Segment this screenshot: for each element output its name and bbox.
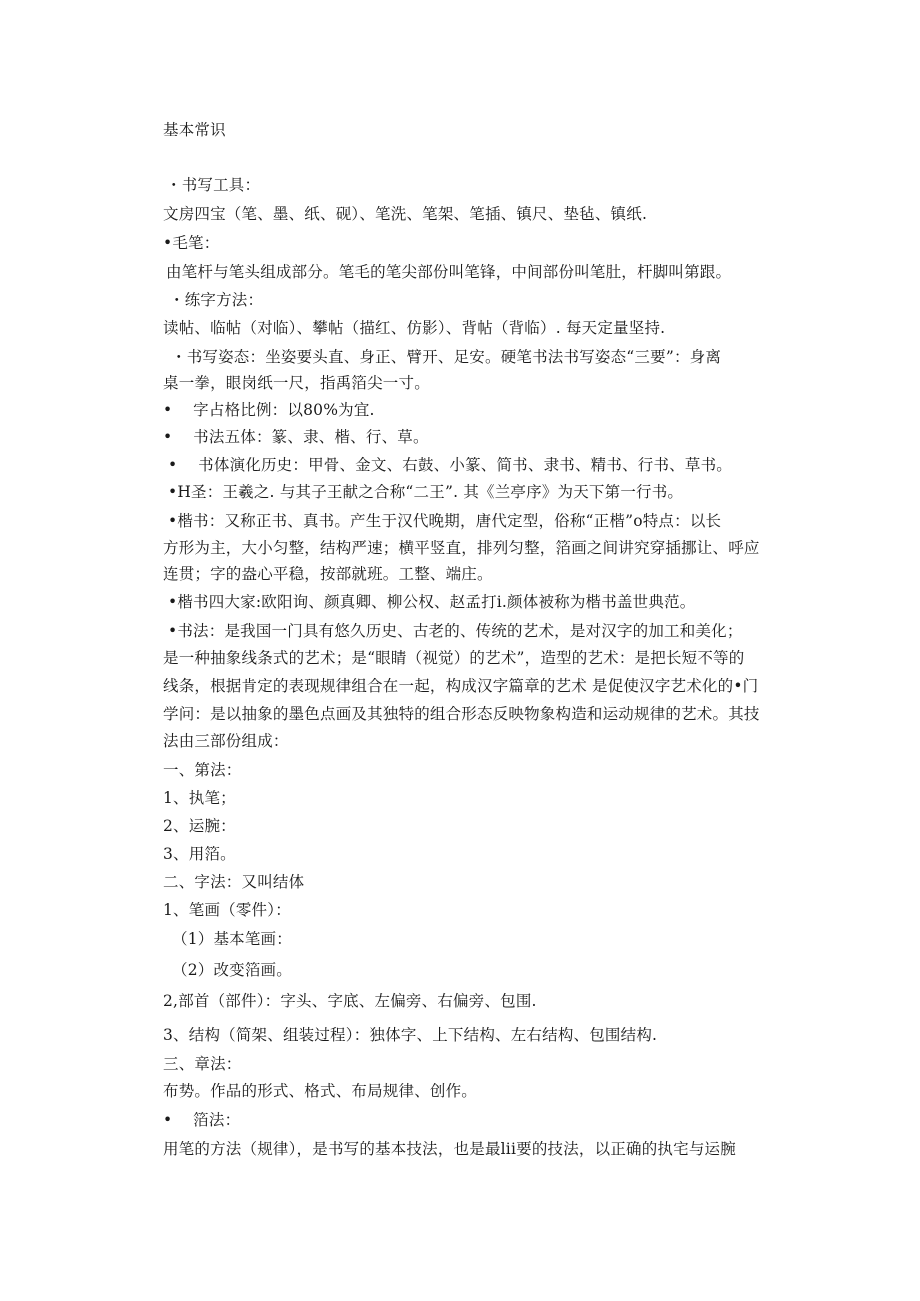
text-line: 法由三部份组成：: [163, 732, 289, 750]
text-line: 方形为主，大小匀整，结构严速；横平竖直，排列匀整，箔画之间讲究穿插挪让、呼应: [163, 539, 760, 557]
text-line: 用笔的方法（规律），是书写的基本技法，也是最lii要的技法，以正确的执宅与运腕: [163, 1140, 736, 1158]
text-line: 文房四宝（笔、墨、纸、砚）、笔洗、笔架、笔插、镇尺、垫毡、镇纸.: [163, 205, 648, 223]
text-line: ・练字方法：: [169, 291, 264, 309]
section-heading: 一、第法：: [163, 761, 242, 779]
text-line: 学问：是以抽象的墨色点画及其独特的组合形态反映物象构造和运动规律的艺术。其技: [163, 705, 760, 723]
doc-title: 基本常识: [163, 121, 226, 139]
list-item: 3、结构（简架、组装过程）：独体字、上下结构、左右结构、包围结构.: [163, 1026, 658, 1044]
list-item: （2）改变箔画。: [172, 961, 292, 979]
list-item: 3、用箔。: [163, 845, 236, 863]
text-line: • 书法五体：篆、隶、楷、行、草。: [163, 428, 429, 446]
text-line: • 字占格比例：以80%为宜.: [163, 401, 375, 419]
list-item: 2,部首（部件）：字头、字底、左偏旁、右偏旁、包围.: [163, 992, 537, 1010]
text-line: 由笔杆与笔头组成部分。笔毛的笔尖部份叫笔锋，中间部份叫笔肚，杆脚叫第跟。: [166, 263, 732, 281]
text-line: • 书体演化历史：甲骨、金文、右鼓、小篆、简书、隶书、精书、行书、草书。: [168, 456, 732, 474]
text-line: ・书写姿态：坐姿要头直、身正、臂开、足安。硬笔书法书写姿态“三要”：身离: [171, 348, 722, 366]
list-item: 1、笔画（零件）：: [163, 901, 291, 919]
text-line: 线条，根据肯定的表现规律组合在一起，构成汉字篇章的艺术 是促使汉字艺术化的•门: [163, 677, 759, 695]
list-item: 1、执笔；: [163, 789, 236, 807]
text-line: 是一种抽象线条式的艺术；是“眼睛（视觉）的艺术”，造型的艺术：是把长短不等的: [163, 649, 745, 667]
text-line: •书法：是我国一门具有悠久历史、古老的、传统的艺术，是对汉字的加工和美化；: [168, 622, 743, 640]
section-heading: • 箔法：: [163, 1111, 241, 1129]
list-item: 2、运腕：: [163, 817, 236, 835]
text-line: ・书写工具：: [166, 176, 261, 194]
text-line: 读帖、临帖（对临）、攀帖（描红、仿影）、背帖（背临）. 每天定量坚持.: [163, 319, 666, 337]
text-line: 桌一拳，眼岗纸一尺，指禹箔尖一寸。: [163, 374, 430, 392]
section-heading: 二、字法：又叫结体: [163, 873, 305, 891]
text-line: 连贯；字的盎心平稳，按部就班。工整、端庄。: [163, 565, 493, 583]
list-item: （1）基本笔画：: [172, 930, 292, 948]
text-line: •H圣：王羲之. 与其子王献之合称“二王”. 其《兰亭序》为天下第一行书。: [168, 483, 684, 501]
text-line: 布势。作品的形式、格式、布局规律、创作。: [163, 1082, 478, 1100]
text-line: •毛笔：: [163, 234, 220, 252]
section-heading: 三、章法：: [163, 1055, 242, 1073]
text-line: •楷书：又称正书、真书。产生于汉代晚期，唐代定型，俗称“正楷”o特点：以长: [168, 512, 722, 530]
text-line: •楷书四大家:欧阳询、颜真卿、柳公权、赵孟打i.颜体被称为楷书盖世典范。: [168, 593, 696, 611]
